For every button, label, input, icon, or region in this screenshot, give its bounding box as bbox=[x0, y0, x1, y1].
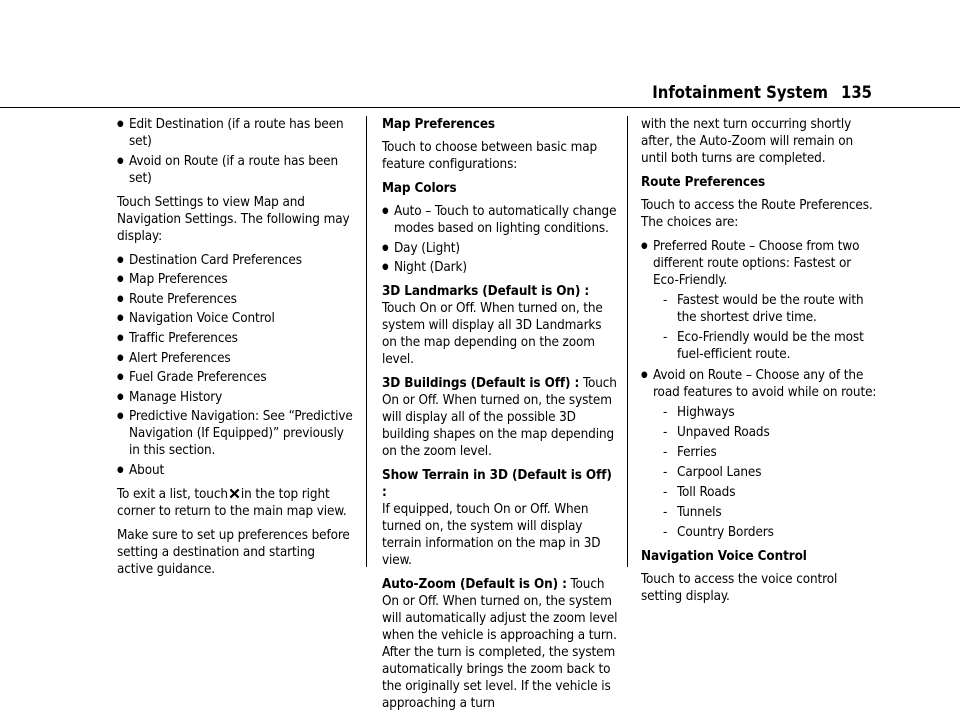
map-colors-heading: Map Colors bbox=[382, 181, 457, 196]
list-item: ● Route Preferences bbox=[117, 291, 353, 308]
terrain-paragraph bbox=[382, 467, 618, 569]
column-2 bbox=[382, 116, 618, 719]
sublist-item: - Country Borders bbox=[653, 524, 877, 541]
column-1 bbox=[117, 116, 353, 585]
sublist-item: - Fastest would be the route with the shortest drive time. bbox=[653, 292, 877, 326]
list-item: ● Night (Dark) bbox=[382, 259, 618, 276]
sublist-item: - Highways bbox=[653, 404, 877, 421]
list-item: ● Navigation Voice Control bbox=[117, 310, 353, 327]
list-item: ● Predictive Navigation: See “Predictive Navigation (If Equipped)” previously in this section. bbox=[117, 408, 353, 459]
autozoom-text: Touch On or Off. When turned on, the system will automatically adjust the zoom level when the vehicle is approaching a turn. After the turn is completed, the system automatically brings the zoom back to the originally set level. If the vehicle is approaching a turn bbox=[382, 577, 618, 712]
list-item: ● Traffic Preferences bbox=[117, 330, 353, 347]
list-item bbox=[641, 238, 877, 363]
close-x-icon bbox=[229, 488, 240, 499]
preferred-route-text: Preferred Route – Choose from two different route options: Fastest or Eco-Friendly. bbox=[653, 239, 860, 288]
avoid-on-route-text: Avoid on Route – Choose any of the road features to avoid while on route: bbox=[653, 368, 877, 400]
exit-list-paragraph bbox=[117, 486, 353, 520]
map-colors-list bbox=[382, 203, 618, 276]
terrain-label: Show Terrain in 3D (Default is Off) : bbox=[382, 468, 612, 501]
autozoom-paragraph bbox=[382, 576, 618, 712]
navigation-options-list bbox=[117, 116, 353, 187]
list-item: ● Day (Light) bbox=[382, 240, 618, 257]
settings-paragraph: Touch Settings to view Map and Navigation Settings. The following may display: bbox=[117, 194, 350, 244]
setup-paragraph: Make sure to set up preferences before setting a destination and starting active guidance. bbox=[117, 527, 350, 577]
column-divider bbox=[627, 116, 628, 567]
header-rule bbox=[0, 107, 960, 108]
exit-text-before: To exit a list, touch bbox=[117, 486, 228, 502]
avoid-features-sublist bbox=[653, 404, 877, 541]
list-item: ● Map Preferences bbox=[117, 271, 353, 288]
buildings-label: 3D Buildings (Default is Off) : bbox=[382, 376, 580, 392]
sublist-item: - Eco-Friendly would be the most fuel-efficient route. bbox=[653, 329, 877, 363]
autozoom-label: Auto-Zoom (Default is On) : bbox=[382, 577, 567, 593]
list-item bbox=[641, 367, 877, 541]
sublist-item: - Tunnels bbox=[653, 504, 877, 521]
preferred-route-sublist bbox=[653, 292, 877, 363]
section-title: Infotainment System bbox=[652, 83, 828, 102]
map-preferences-text: Touch to choose between basic map feature configurations: bbox=[382, 140, 598, 172]
buildings-text: Touch On or Off. When turned on, the system will display all of the possible 3D building shapes on the map depending on the zoom level. bbox=[382, 376, 617, 460]
sublist-item: - Carpool Lanes bbox=[653, 464, 877, 481]
sublist-item: - Unpaved Roads bbox=[653, 424, 877, 441]
route-options-list bbox=[641, 238, 877, 541]
voice-control-text: Touch to access the voice control setting display. bbox=[641, 572, 838, 604]
landmarks-label: 3D Landmarks (Default is On) : bbox=[382, 284, 590, 300]
terrain-text: If equipped, touch On or Off. When turned on, the system will display terrain information on the map in 3D view. bbox=[382, 502, 601, 569]
list-item: ● Edit Destination (if a route has been set) bbox=[117, 116, 353, 150]
list-item: ● Alert Preferences bbox=[117, 350, 353, 367]
voice-control-heading: Navigation Voice Control bbox=[641, 549, 807, 564]
page-header bbox=[0, 82, 960, 108]
list-item: ● Fuel Grade Preferences bbox=[117, 369, 353, 386]
exit-text-after: in the top right corner to return to the main map view. bbox=[117, 486, 347, 519]
column-3 bbox=[641, 116, 877, 612]
landmarks-text: Touch On or Off. When turned on, the system will display all 3D Landmarks on the map depending on the zoom level. bbox=[382, 301, 603, 368]
map-preferences-heading: Map Preferences bbox=[382, 117, 495, 132]
continuation-paragraph: with the next turn occurring shortly after, the Auto-Zoom will remain on until both turns are completed. bbox=[641, 117, 854, 166]
settings-list bbox=[117, 252, 353, 479]
sublist-item: - Toll Roads bbox=[653, 484, 877, 501]
list-item: ● Avoid on Route (if a route has been set) bbox=[117, 153, 353, 187]
buildings-paragraph bbox=[382, 375, 618, 460]
landmarks-paragraph bbox=[382, 283, 618, 368]
sublist-item: - Ferries bbox=[653, 444, 877, 461]
list-item: ● About bbox=[117, 462, 353, 479]
route-preferences-text: Touch to access the Route Preferences. The choices are: bbox=[641, 198, 873, 230]
column-divider bbox=[366, 116, 367, 567]
list-item: ● Auto – Touch to automatically change modes based on lighting conditions. bbox=[382, 203, 618, 237]
route-preferences-heading: Route Preferences bbox=[641, 175, 766, 190]
list-item: ● Manage History bbox=[117, 389, 353, 406]
page-number: 135 bbox=[841, 83, 872, 102]
list-item: ● Destination Card Preferences bbox=[117, 252, 353, 269]
